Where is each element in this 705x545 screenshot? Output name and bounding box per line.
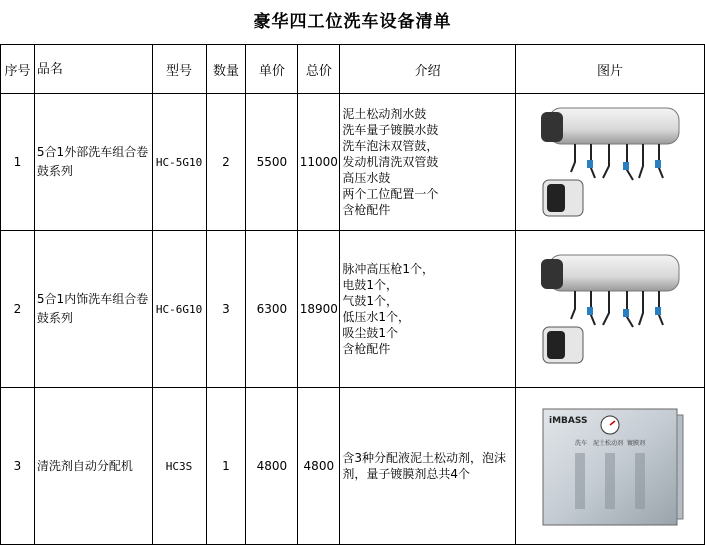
- row-picture: [516, 231, 705, 388]
- row-qty: 2: [206, 94, 246, 231]
- header-model: 型号: [152, 45, 206, 94]
- row-qty: 1: [206, 388, 246, 545]
- intro-line: 含枪配件: [342, 203, 391, 217]
- row-picture: [516, 94, 705, 231]
- intro-line: 洗车量子镀膜水鼓: [342, 123, 439, 137]
- intro-line: 低压水1个，: [342, 310, 410, 324]
- row-intro: [340, 231, 516, 388]
- row-unit-price: 5500: [246, 94, 298, 231]
- dispenser-brand: iMBASS: [549, 416, 588, 426]
- table-row: [1, 94, 705, 231]
- row-intro: [340, 94, 516, 231]
- equipment-table: [0, 44, 705, 545]
- row-total: 11000: [298, 94, 340, 231]
- header-index: 序号: [1, 45, 35, 94]
- intro-line: 高压水鼓: [342, 171, 391, 185]
- header-picture: 图片: [516, 45, 705, 94]
- dispenser-label: 洗车: [575, 440, 588, 447]
- row-model: HC-5G10: [152, 94, 206, 231]
- row-name: 5合1内饰洗车组合卷鼓系列: [34, 231, 152, 388]
- header-intro: 介绍: [340, 45, 516, 94]
- table-row: [1, 388, 705, 545]
- row-unit-price: 6300: [246, 231, 298, 388]
- row-name: 5合1外部洗车组合卷鼓系列: [34, 94, 152, 231]
- header-qty: 数量: [206, 45, 246, 94]
- hose-reel-image: [535, 249, 685, 369]
- intro-line: 吸尘鼓1个: [342, 326, 398, 340]
- row-index: 1: [1, 94, 35, 231]
- intro-line: 气鼓1个，: [342, 294, 398, 308]
- row-total: 4800: [298, 388, 340, 545]
- intro-line: 泥土松动剂水鼓: [342, 107, 427, 121]
- row-name: 清洗剂自动分配机: [34, 388, 152, 545]
- document-title: 豪华四工位洗车设备清单: [253, 12, 452, 32]
- header-row: [1, 45, 705, 94]
- row-model: HC-6G10: [152, 231, 206, 388]
- row-index: 3: [1, 388, 35, 545]
- row-model: HC3S: [152, 388, 206, 545]
- dispenser-label: 泥土松动剂: [593, 440, 624, 447]
- intro-line: 电鼓1个，: [342, 278, 398, 292]
- row-intro: 含3种分配液泥土松动剂，泡沫剂，量子镀膜剂总共4个: [340, 388, 516, 545]
- intro-line: 两个工位配置一个: [342, 187, 439, 201]
- dispenser-image: [535, 401, 685, 531]
- header-unit-price: 单价: [246, 45, 298, 94]
- intro-line: 脉冲高压枪1个，: [342, 262, 434, 276]
- row-picture: [516, 388, 705, 545]
- row-qty: 3: [206, 231, 246, 388]
- header-name: 品名: [34, 45, 152, 94]
- dispenser-label: 镀膜剂: [627, 440, 646, 447]
- row-index: 2: [1, 231, 35, 388]
- hose-reel-image: [535, 102, 685, 222]
- row-unit-price: 4800: [246, 388, 298, 545]
- intro-line: 发动机清洗双管鼓: [342, 155, 439, 169]
- table-row: [1, 231, 705, 388]
- intro-line: 洗车泡沫双管鼓，: [342, 139, 439, 153]
- intro-line: 含枪配件: [342, 342, 391, 356]
- row-total: 18900: [298, 231, 340, 388]
- header-total: 总价: [298, 45, 340, 94]
